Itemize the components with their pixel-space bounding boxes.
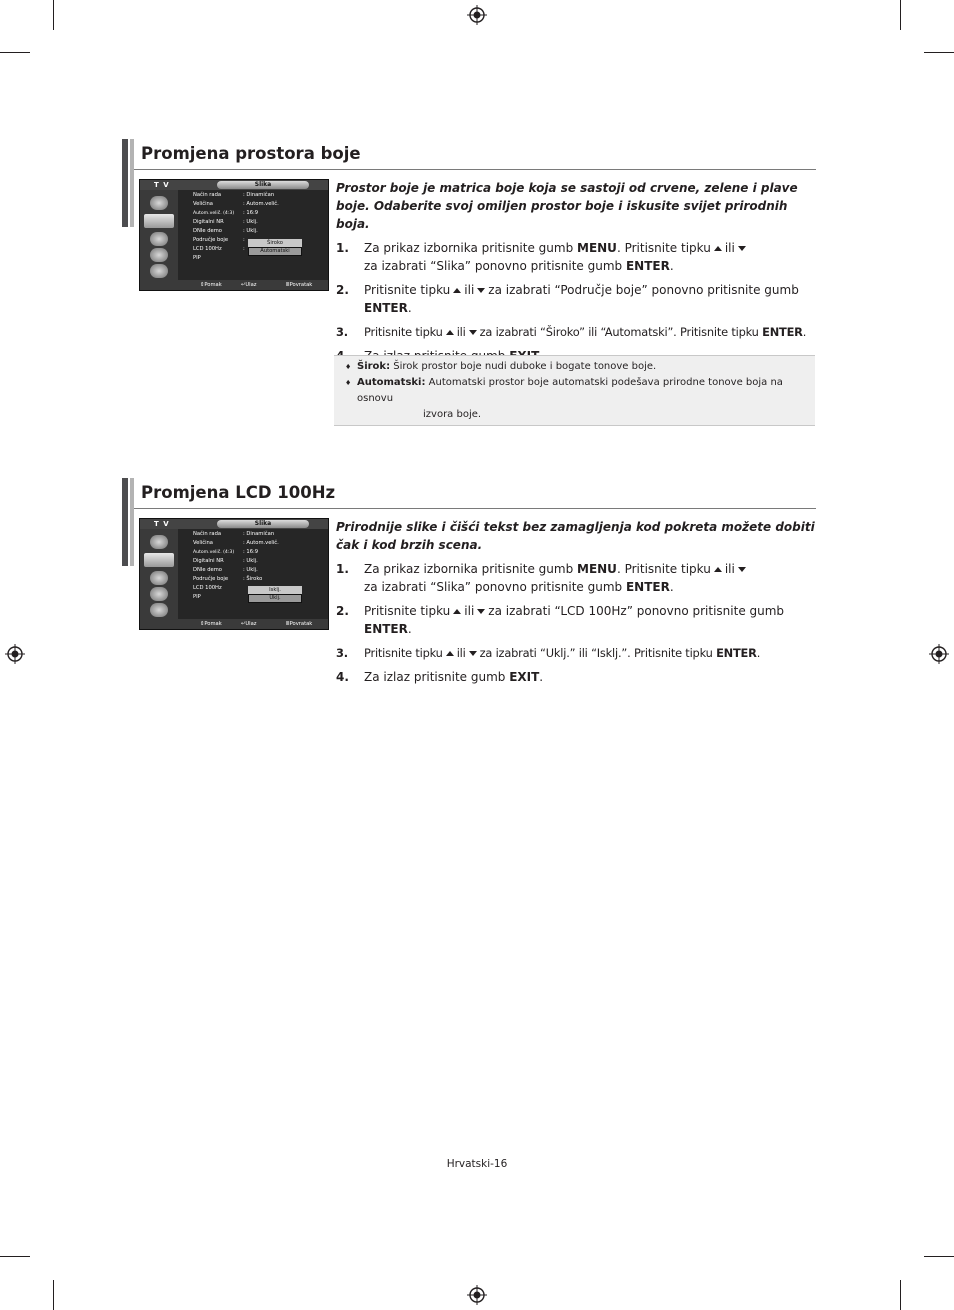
picture-icon (144, 214, 174, 228)
channel-icon (150, 587, 168, 601)
osd-option-selected: Uklj. (248, 594, 302, 603)
up-arrow-icon (453, 609, 461, 614)
section-title: Promjena prostora boje (141, 144, 361, 163)
tv-menu-screenshot (139, 518, 329, 630)
down-arrow-icon (469, 651, 477, 656)
osd-menu-body (178, 190, 328, 280)
down-arrow-icon (469, 330, 477, 335)
section-color-space (122, 139, 816, 420)
step-3: 3. Pritisnite tipku ili za izabrati “Uklj.” ili “Isklj.”. Pritisnite tipku ENTER. (336, 646, 761, 660)
setup-icon (150, 603, 168, 617)
up-arrow-icon (453, 288, 461, 293)
up-arrow-icon (446, 330, 454, 335)
step-1: 1. Za prikaz izbornika pritisnite gumb MENU. Pritisnite tipku ili za izabrati “Slika” ponovno pritisnite gumb ENTER. (335, 239, 815, 275)
osd-row: DNIe demo : Uklj. (193, 228, 258, 234)
registration-mark-icon (929, 644, 949, 664)
channel-icon (150, 248, 168, 262)
section-bar (122, 139, 128, 227)
page-number: Hrvatski-16 (446, 1158, 508, 1170)
down-arrow-icon (738, 567, 746, 572)
osd-row: Digitalni NR : Uklj. (193, 558, 258, 564)
osd-row: Područje boje : Široko (193, 576, 263, 582)
note-item: ♦ Automatski: Automatski prostor boje automatski podešava prirodne tonove boja na osnovu izvora boje. (345, 377, 783, 420)
diamond-bullet-icon: ♦ (345, 363, 352, 371)
crop-mark (0, 52, 30, 53)
setup-icon (150, 264, 168, 278)
step-2: 2. Pritisnite tipku ili za izabrati “LCD 100Hz” ponovno pritisnite gumb ENTER. (336, 604, 785, 636)
osd-row: Autom.velič. (4:3) : 16:9 (193, 210, 259, 216)
intro-text: Prostor boje je matrica boje koja se sastoji od crvene, zelene i plave boje. Odaberite svoj omiljen prostor boje i iskusite svijet prirodnih boja. (336, 181, 798, 231)
osd-tab-picture: Slika (217, 181, 309, 189)
tv-menu-screenshot (139, 179, 329, 291)
osd-dropdown (248, 586, 302, 603)
registration-mark-icon (467, 1285, 487, 1305)
down-arrow-icon (477, 288, 485, 293)
notes-box (334, 355, 815, 426)
down-arrow-icon (477, 609, 485, 614)
section-bar (130, 478, 134, 566)
section-bar (122, 478, 128, 566)
up-arrow-icon (714, 567, 722, 572)
step-2: 2. Pritisnite tipku ili za izabrati “Područje boje” ponovno pritisnite gumb ENTER. (336, 283, 799, 315)
osd-tv-label: T V (154, 181, 170, 189)
step-4: 4. Za izlaz pritisnite gumb EXIT. (336, 670, 544, 684)
sound-icon (150, 232, 168, 246)
osd-row: Digitalni NR : Uklj. (193, 219, 258, 225)
osd-dropdown (248, 239, 302, 256)
osd-row: Područje boje : (193, 237, 245, 243)
osd-footer: ⇕ Pomak ↵ Ulaz Ⅲ Povratak (140, 619, 328, 629)
divider (134, 508, 816, 509)
input-icon (150, 196, 168, 210)
crop-mark (900, 1280, 901, 1310)
osd-row: DNIe demo : Uklj. (193, 567, 258, 573)
crop-mark (900, 0, 901, 30)
section-lcd-100hz (122, 478, 816, 708)
section-title: Promjena LCD 100Hz (141, 483, 336, 502)
osd-option: Široko (248, 239, 302, 247)
crop-mark (924, 1256, 954, 1257)
osd-row: Način rada : Dinamičan (193, 192, 275, 198)
up-arrow-icon (446, 651, 454, 656)
input-icon (150, 535, 168, 549)
instructions (335, 179, 815, 371)
osd-tv-label: T V (154, 520, 170, 528)
note-item: ♦ Širok: Širok prostor boje nudi duboke i bogate tonove boje. (334, 359, 815, 375)
crop-mark (53, 1280, 54, 1310)
osd-tab-picture: Slika (217, 520, 309, 528)
diamond-bullet-icon: ♦ (345, 379, 352, 387)
osd-row: Veličina : Autom.velič. (193, 540, 279, 546)
osd-row: Autom.velič. (4:3) : 16:9 (193, 549, 259, 555)
divider (134, 169, 816, 170)
section-bar (130, 139, 134, 227)
osd-row: PIP (193, 255, 201, 261)
instructions (335, 518, 815, 692)
osd-row: Veličina : Autom.velič. (193, 201, 279, 207)
osd-row: Način rada : Dinamičan (193, 531, 275, 537)
registration-mark-icon (467, 5, 487, 25)
up-arrow-icon (714, 246, 722, 251)
sound-icon (150, 571, 168, 585)
osd-row: PIP (193, 594, 201, 600)
picture-icon (144, 553, 174, 567)
osd-row: LCD 100Hz (193, 585, 222, 591)
osd-sidebar (140, 190, 178, 280)
crop-mark (924, 52, 954, 53)
step-1: 1. Za prikaz izbornika pritisnite gumb MENU. Pritisnite tipku ili za izabrati “Slika” ponovno pritisnite gumb ENTER. (335, 560, 815, 596)
registration-mark-icon (5, 644, 25, 664)
osd-option: Isklj. (248, 586, 302, 594)
osd-row: LCD 100Hz : (193, 246, 245, 252)
intro-text: Prirodnije slike i čišći tekst bez zamagljenja kod pokreta možete dobiti čak i kod brzih scena. (336, 520, 815, 552)
crop-mark (53, 0, 54, 30)
crop-mark (0, 1256, 30, 1257)
step-3: 3. Pritisnite tipku ili za izabrati “Široko” ili “Automatski”. Pritisnite tipku ENTER. (336, 325, 807, 339)
osd-footer: ⇕ Pomak ↵ Ulaz Ⅲ Povratak (140, 280, 328, 290)
down-arrow-icon (738, 246, 746, 251)
osd-sidebar (140, 529, 178, 619)
osd-option-selected: Automatski (248, 247, 302, 256)
osd-menu-body (178, 529, 328, 619)
